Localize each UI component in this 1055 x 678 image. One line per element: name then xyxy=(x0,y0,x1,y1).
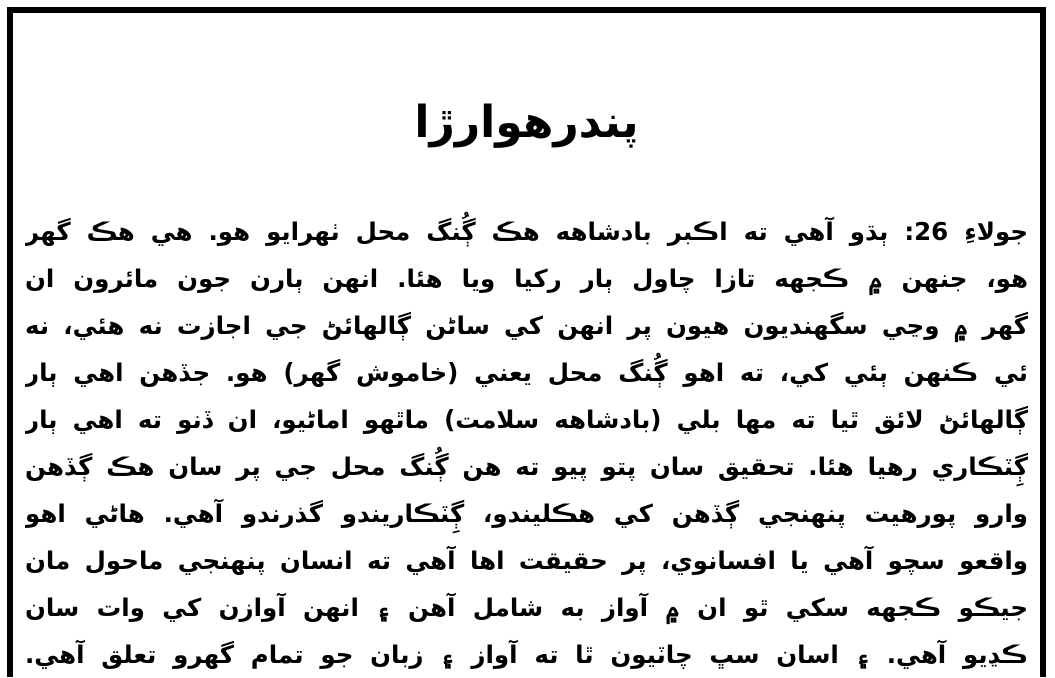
chapter-title: پندرهوارڙا xyxy=(414,97,639,148)
body-paragraph xyxy=(25,208,1028,678)
text-line-3: گهر ۾ وڃي سگهنديون هيون پر انهن کي ساڻن ڳالهائڻ جي اجازت نه هئي، نه xyxy=(25,311,1028,340)
text-line-2: هو، جنهن ۾ ڪجهه تازا چاول ٻار رکيا ويا هئا. انهن ٻارن جون مائرون ان xyxy=(25,264,1028,293)
text-line-1: جولاءِ 26: ٻڌو آهي ته اڪبر بادشاهه هڪ ڳُنگ محل ٺهرايو هو. هي هڪ گهر xyxy=(25,217,1028,246)
text-line-6: ڳِٽڪاري رهيا هئا. تحقيق سان پتو پيو ته هن ڳُنگ محل جي پر سان هڪ ڳڏهن xyxy=(25,452,1028,481)
text-line-7: وارو پورهيت پنهنجي ڳڏهن کي هڪليندو، ڳِٽڪاريندو گذرندو آهي. هاڻي اهو xyxy=(25,499,1028,528)
text-line-9: جيڪو ڪجهه سکي ٿو ان ۾ آواز به شامل آهن ۽ انهن آوازن کي وات سان xyxy=(25,593,1028,622)
text-line-4: ئي ڪنهن ٻئي کي، ته اهو ڳُنگ محل يعني (خاموش گهر) هو. جڏهن اهي ٻار xyxy=(25,358,1028,387)
page-frame xyxy=(7,7,1046,677)
text-line-10: ڪڍيو آهي. ۽ اسان سڀ چاٽيون ٿا ته آواز ۽ زبان جو تمام گهرو تعلق آهي. xyxy=(25,640,1028,669)
text-line-5: ڳالهائڻ لائق ٿيا ته مها بلي (بادشاهه سلامت) ماٿهو اماڻيو، ان ڏنو ته اهي ٻار xyxy=(25,405,1028,434)
text-line-8: واقعو سچو آهي يا افسانوي، پر حقيقت اها آهي ته انسان پنهنجي ماحول مان xyxy=(25,546,1028,575)
